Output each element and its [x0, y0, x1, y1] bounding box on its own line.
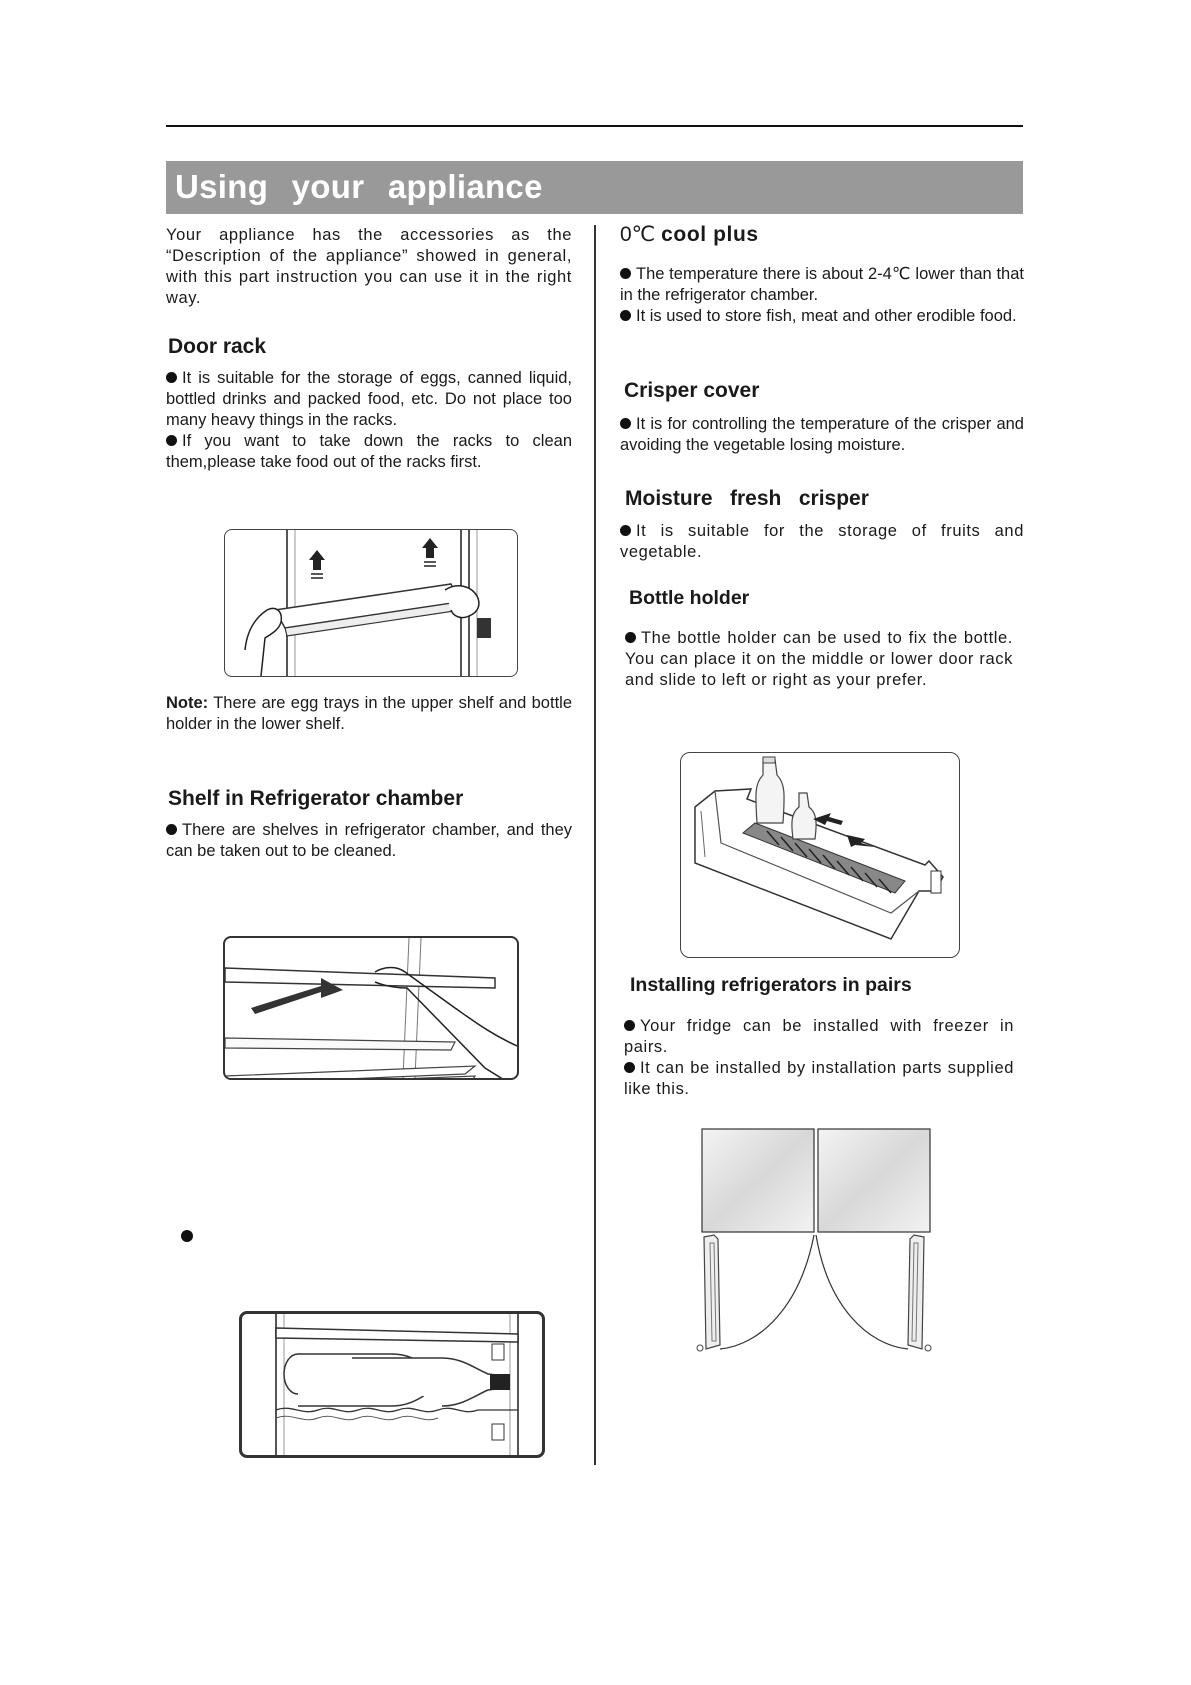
intro-block: [166, 225, 572, 309]
pairs-bullet-2: It can be installed by installation parts supplied like this.: [624, 1059, 1014, 1098]
bullet-icon: [624, 1062, 635, 1073]
cool-plus-section: [620, 222, 1024, 248]
page-title: Using your appliance: [175, 168, 543, 205]
bullet-icon: [620, 268, 631, 279]
bottle-holder-heading: Bottle holder: [629, 587, 750, 609]
bottle-holder-illustration: [680, 752, 960, 958]
bottle-holder-bullet-1: The bottle holder can be used to fix the bottle. You can place it on the middle or lower door rack and slide to left or right as your prefer.: [625, 629, 1013, 689]
top-rule: [166, 125, 1023, 127]
empty-bullet: [181, 1229, 198, 1247]
moisture-bullet-1: It is suitable for the storage of fruits and vegetable.: [620, 522, 1024, 561]
crisper-cover-heading: Crisper cover: [624, 379, 760, 402]
shelf-bullet-1: There are shelves in refrigerator chamber, and they can be taken out to be cleaned.: [166, 821, 572, 860]
shelf-section: [168, 786, 572, 812]
moisture-heading: Moisture fresh crisper: [625, 487, 869, 510]
pairs-bullets: [624, 1016, 1014, 1100]
bullet-icon: [620, 310, 631, 321]
bullet-icon: [166, 372, 177, 383]
pairs-bullet-1: Your fridge can be installed with freezer in pairs.: [624, 1017, 1014, 1056]
bullet-icon: [620, 418, 631, 429]
wine-rack-illustration: [239, 1311, 545, 1458]
shelf-illustration: [223, 936, 519, 1080]
cool-plus-bullets: [620, 264, 1024, 327]
bullet-icon: [625, 632, 636, 643]
bottle-holder-bullets: [625, 628, 1013, 691]
column-divider: [594, 225, 596, 1465]
crisper-cover-bullets: [620, 414, 1024, 456]
door-rack-illustration: [224, 529, 518, 677]
cool-plus-bullet-1: The temperature there is about 2-4℃ lower than that in the refrigerator chamber.: [620, 265, 1024, 304]
intro-paragraph: Your appliance has the accessories as the “Description of the appliance” showed in general, with this part instruction you can use it in the right way.: [166, 226, 572, 307]
door-rack-bullets: [166, 368, 572, 473]
crisper-cover-bullet-1: It is for controlling the temperature of the crisper and avoiding the vegetable losing moisture.: [620, 415, 1024, 454]
cool-plus-heading: 0℃ cool plus: [620, 223, 759, 246]
crisper-cover-section: [624, 378, 1024, 404]
bottle-holder-section: [629, 585, 1025, 611]
bullet-icon: [620, 525, 631, 536]
section-banner: [166, 161, 1023, 214]
shelf-heading: Shelf in Refrigerator chamber: [168, 787, 464, 810]
door-rack-section: [168, 334, 572, 360]
bullet-icon: [166, 435, 177, 446]
pairs-section: [630, 972, 1026, 998]
door-rack-bullet-2: If you want to take down the racks to clean them,please take food out of the racks first.: [166, 432, 572, 471]
shelf-bullets: [166, 820, 572, 862]
door-rack-bullet-1: It is suitable for the storage of eggs, canned liquid, bottled drinks and packed food, etc. Do not place too many heavy things in the racks.: [166, 369, 572, 429]
cool-plus-bullet-2: It is used to store fish, meat and other erodible food.: [620, 306, 1024, 327]
door-rack-heading: Door rack: [168, 335, 267, 358]
note-label: Note:: [166, 694, 209, 712]
pairs-illustration: [690, 1127, 950, 1362]
note-text: There are egg trays in the upper shelf and bottle holder in the lower shelf.: [166, 694, 572, 733]
bullet-icon: [624, 1020, 635, 1031]
bullet-icon: [181, 1230, 193, 1242]
door-rack-note: [166, 693, 572, 735]
moisture-bullets: [620, 521, 1024, 563]
bullet-icon: [166, 824, 177, 835]
pairs-heading: Installing refrigerators in pairs: [630, 974, 912, 996]
moisture-section: [625, 486, 1025, 512]
